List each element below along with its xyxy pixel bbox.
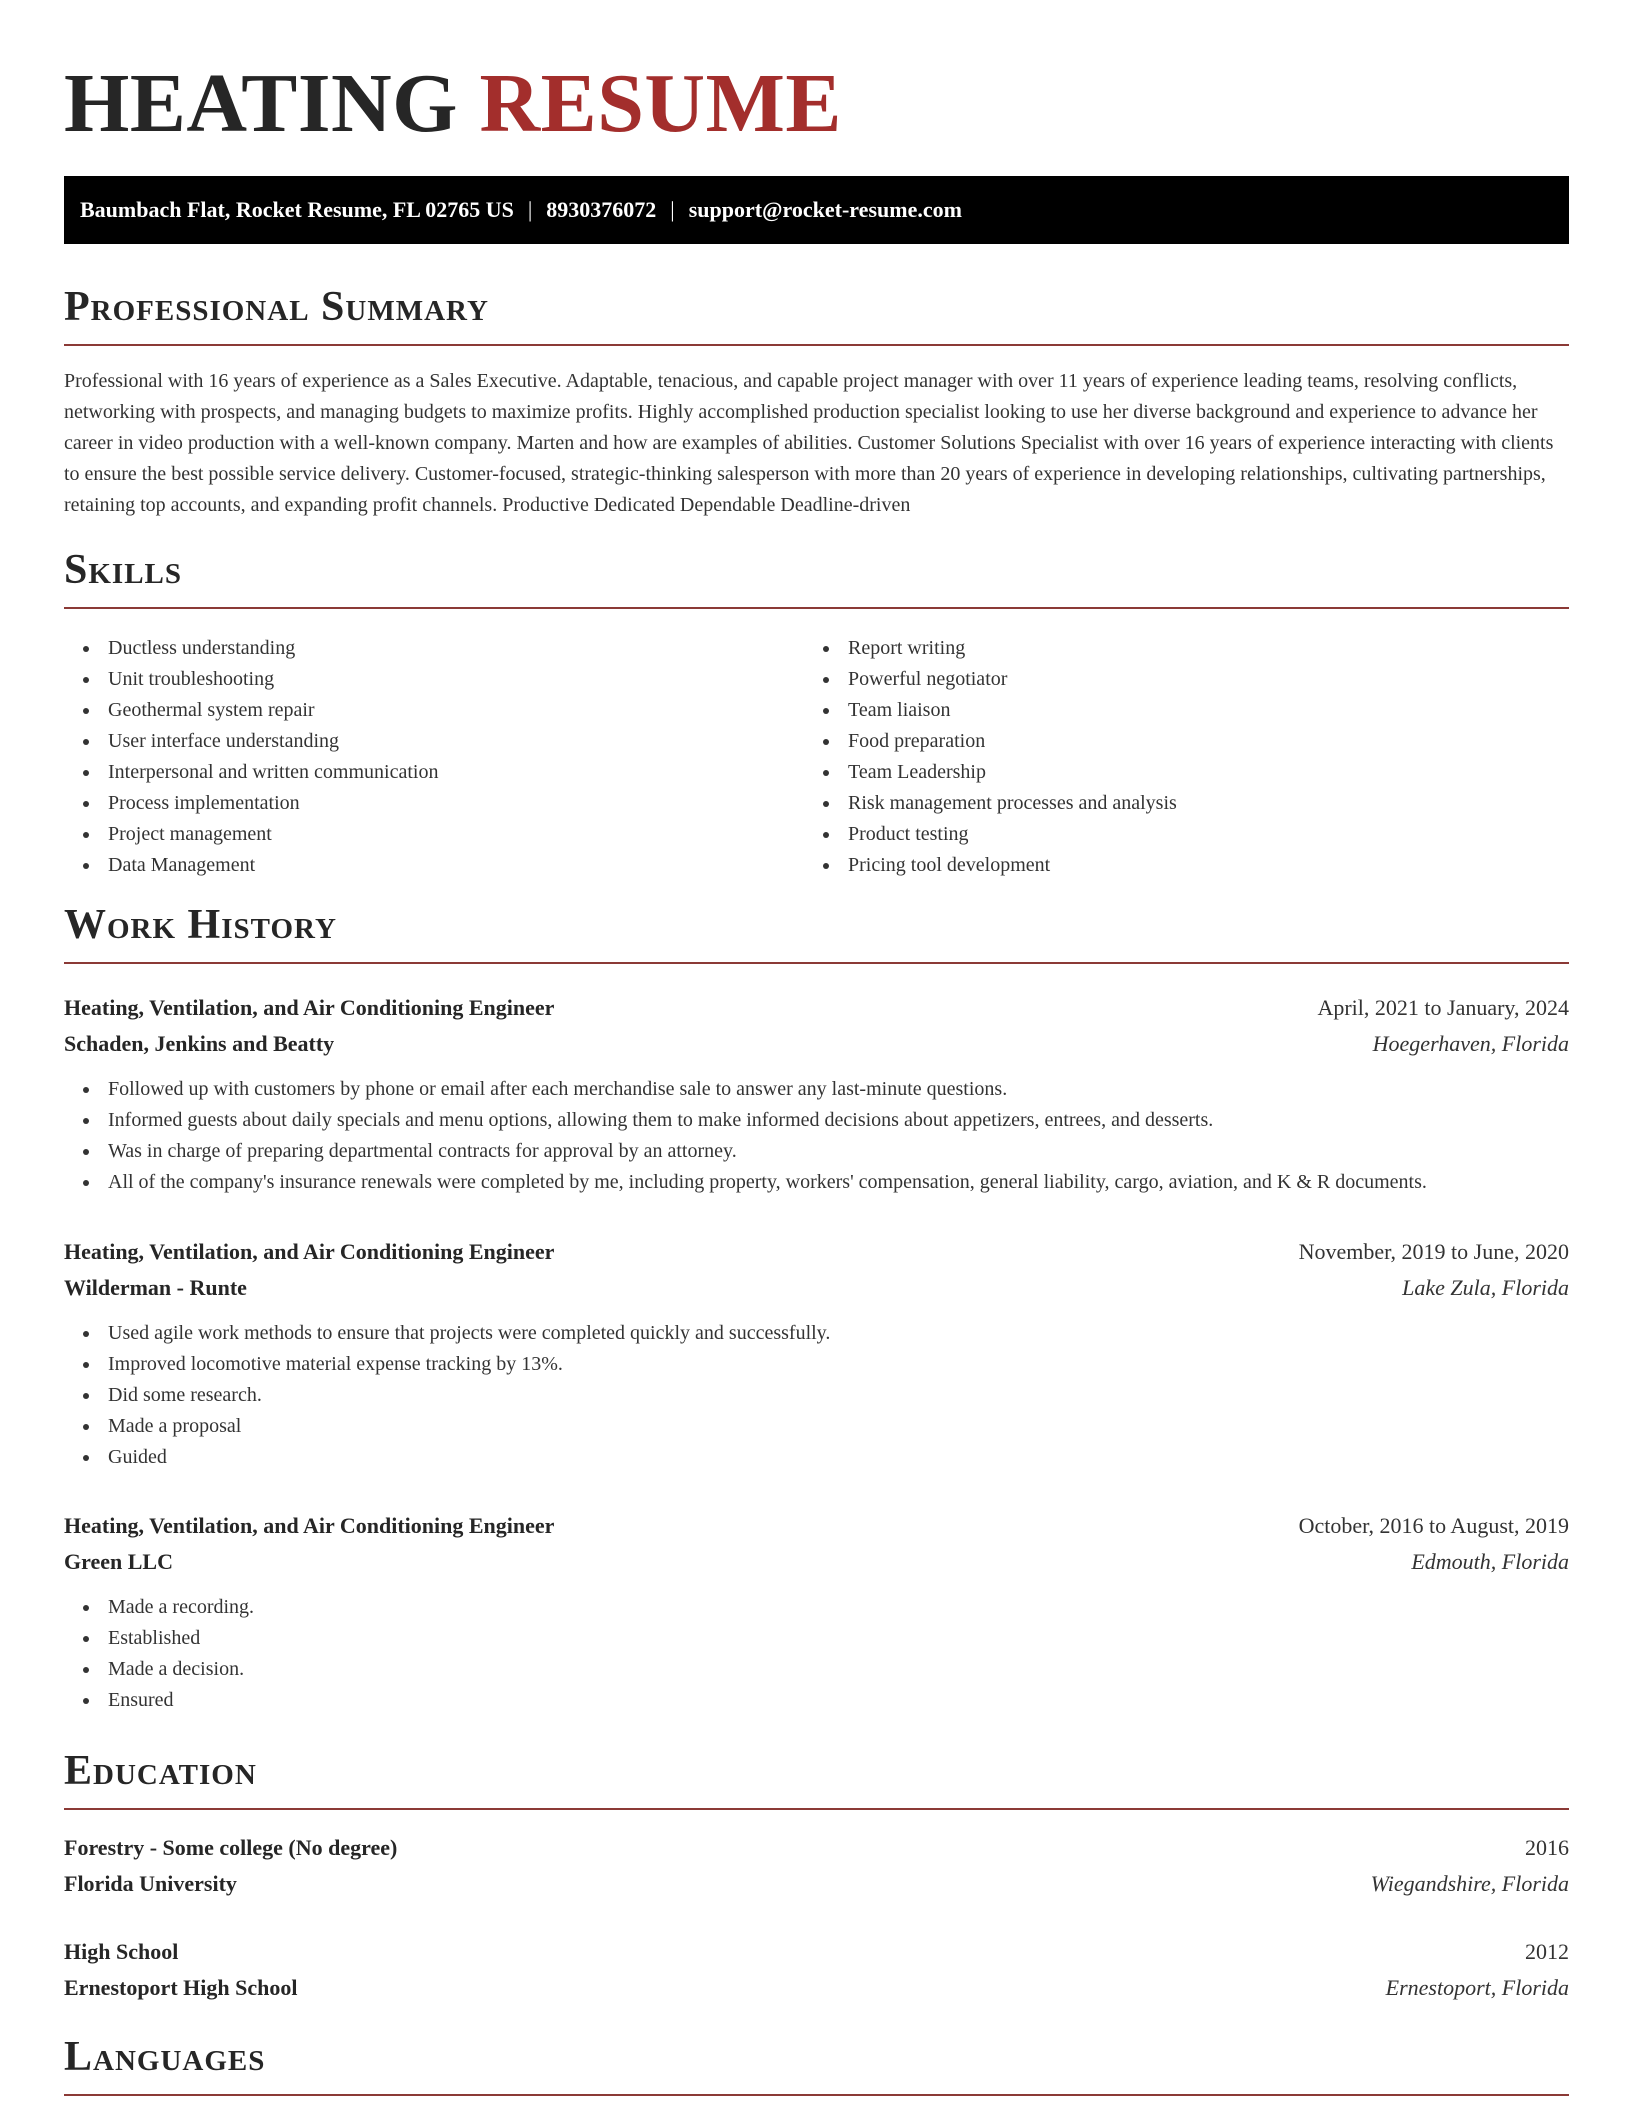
education-entry bbox=[64, 1934, 1569, 2006]
skill-item: Team liaison bbox=[804, 695, 1544, 726]
education-location: Wiegandshire, Florida bbox=[1370, 1871, 1569, 1896]
job-location: Hoegerhaven, Florida bbox=[1372, 1031, 1569, 1056]
skill-item: Geothermal system repair bbox=[64, 695, 804, 726]
job-duty: Made a proposal bbox=[64, 1411, 1569, 1442]
job-duty: Was in charge of preparing departmental contracts for approval by an attorney. bbox=[64, 1136, 1569, 1167]
job-duty: Used agile work methods to ensure that projects were completed quickly and successfully. bbox=[64, 1318, 1569, 1349]
skill-item: Risk management processes and analysis bbox=[804, 788, 1544, 819]
education-year: 2012 bbox=[1525, 1939, 1569, 1964]
skills-column-right bbox=[804, 633, 1544, 881]
job-duty: Established bbox=[64, 1623, 1569, 1654]
skill-item: Pricing tool development bbox=[804, 850, 1544, 881]
contact-bar bbox=[64, 176, 1569, 244]
job-title: Heating, Ventilation, and Air Conditioning Engineer bbox=[64, 995, 555, 1020]
education-school: Florida University bbox=[64, 1871, 237, 1896]
work-entry bbox=[64, 990, 1569, 1198]
resume-page bbox=[64, 0, 1569, 2080]
name-first: HEATING bbox=[64, 57, 459, 150]
resume-name bbox=[64, 0, 1569, 150]
contact-email: support@rocket-resume.com bbox=[688, 197, 962, 222]
education-entry-subheader bbox=[64, 1866, 1569, 1902]
work-entry bbox=[64, 1508, 1569, 1716]
job-duty: Guided bbox=[64, 1442, 1569, 1473]
skills-column-left bbox=[64, 633, 804, 881]
contact-phone: 8930376072 bbox=[546, 197, 657, 222]
skill-item: Team Leadership bbox=[804, 757, 1544, 788]
education-entry bbox=[64, 1830, 1569, 1902]
job-duty: Made a recording. bbox=[64, 1592, 1569, 1623]
work-history-heading: Work History bbox=[64, 900, 1569, 964]
skill-item: Interpersonal and written communication bbox=[64, 757, 804, 788]
job-title: Heating, Ventilation, and Air Conditioning Engineer bbox=[64, 1239, 555, 1264]
job-company: Schaden, Jenkins and Beatty bbox=[64, 1031, 335, 1056]
work-entry-header bbox=[64, 1508, 1569, 1544]
job-dates: October, 2016 to August, 2019 bbox=[1298, 1513, 1569, 1538]
summary-text: Professional with 16 years of experience as a Sales Executive. Adaptable, tenacious, and capable project manager with over 11 years of experience leading teams, resolving conflicts, networking with prospects, and managing budgets to maximize profits. Highly accomplished production specialist looking to use her diverse background and experience to advance her career in video production with a well-known company. Marten and how are examples of abilities. Customer Solutions Specialist with over 16 years of experience interacting with clients to ensure the best possible service delivery. Customer-focused, strategic-thinking salesperson with more than 20 years of experience in developing relationships, cultivating partnerships, retaining top accounts, and expanding profit channels. Productive Dedicated Dependable Deadline-driven bbox=[64, 370, 1554, 516]
education-year: 2016 bbox=[1525, 1835, 1569, 1860]
education-location: Ernestoport, Florida bbox=[1385, 1975, 1569, 2000]
work-entry-subheader bbox=[64, 1544, 1569, 1580]
job-duty: Ensured bbox=[64, 1685, 1569, 1716]
job-duties bbox=[64, 1592, 1569, 1716]
job-duty: Made a decision. bbox=[64, 1654, 1569, 1685]
education-school: Ernestoport High School bbox=[64, 1975, 298, 2000]
skills-list bbox=[64, 633, 1569, 881]
job-duty: Followed up with customers by phone or email after each merchandise sale to answer any last-minute questions. bbox=[64, 1074, 1569, 1105]
education-heading: Education bbox=[64, 1746, 1569, 1810]
skill-item: Ductless understanding bbox=[64, 633, 804, 664]
job-duties bbox=[64, 1318, 1569, 1473]
education-entry-subheader bbox=[64, 1970, 1569, 2006]
contact-separator: | bbox=[527, 197, 533, 222]
job-dates: April, 2021 to January, 2024 bbox=[1317, 995, 1569, 1020]
education-entry-header bbox=[64, 1934, 1569, 1970]
contact-separator: | bbox=[670, 197, 675, 222]
languages-heading: Languages bbox=[64, 2032, 1569, 2096]
education-degree: High School bbox=[64, 1939, 179, 1964]
work-entry bbox=[64, 1234, 1569, 1473]
job-title: Heating, Ventilation, and Air Conditioning Engineer bbox=[64, 1513, 555, 1538]
job-duty: All of the company's insurance renewals were completed by me, including property, workers' compensation, general liability, cargo, aviation, and K & R documents. bbox=[64, 1167, 1569, 1198]
summary-heading: Professional Summary bbox=[64, 282, 1569, 346]
job-location: Edmouth, Florida bbox=[1411, 1549, 1569, 1574]
skill-item: Data Management bbox=[64, 850, 804, 881]
job-location: Lake Zula, Florida bbox=[1402, 1275, 1569, 1300]
skills-heading: Skills bbox=[64, 545, 1569, 609]
job-duty: Did some research. bbox=[64, 1380, 1569, 1411]
education-entry-header bbox=[64, 1830, 1569, 1866]
name-second: RESUME bbox=[479, 57, 842, 150]
skill-item: User interface understanding bbox=[64, 726, 804, 757]
skill-item: Product testing bbox=[804, 819, 1544, 850]
job-duties bbox=[64, 1074, 1569, 1198]
work-entry-subheader bbox=[64, 1026, 1569, 1062]
job-duty: Informed guests about daily specials and menu options, allowing them to make informed decisions about appetizers, entrees, and desserts. bbox=[64, 1105, 1569, 1136]
skill-item: Project management bbox=[64, 819, 804, 850]
skill-item: Food preparation bbox=[804, 726, 1544, 757]
education-degree: Forestry - Some college (No degree) bbox=[64, 1835, 398, 1860]
skill-item: Process implementation bbox=[64, 788, 804, 819]
work-entry-header bbox=[64, 1234, 1569, 1270]
work-entry-header bbox=[64, 990, 1569, 1026]
skill-item: Report writing bbox=[804, 633, 1544, 664]
skill-item: Unit troubleshooting bbox=[64, 664, 804, 695]
job-company: Wilderman - Runte bbox=[64, 1275, 247, 1300]
work-entry-subheader bbox=[64, 1270, 1569, 1306]
job-company: Green LLC bbox=[64, 1549, 173, 1574]
job-dates: November, 2019 to June, 2020 bbox=[1298, 1239, 1569, 1264]
skill-item: Powerful negotiator bbox=[804, 664, 1544, 695]
job-duty: Improved locomotive material expense tracking by 13%. bbox=[64, 1349, 1569, 1380]
contact-address: Baumbach Flat, Rocket Resume, FL 02765 US bbox=[80, 197, 514, 222]
